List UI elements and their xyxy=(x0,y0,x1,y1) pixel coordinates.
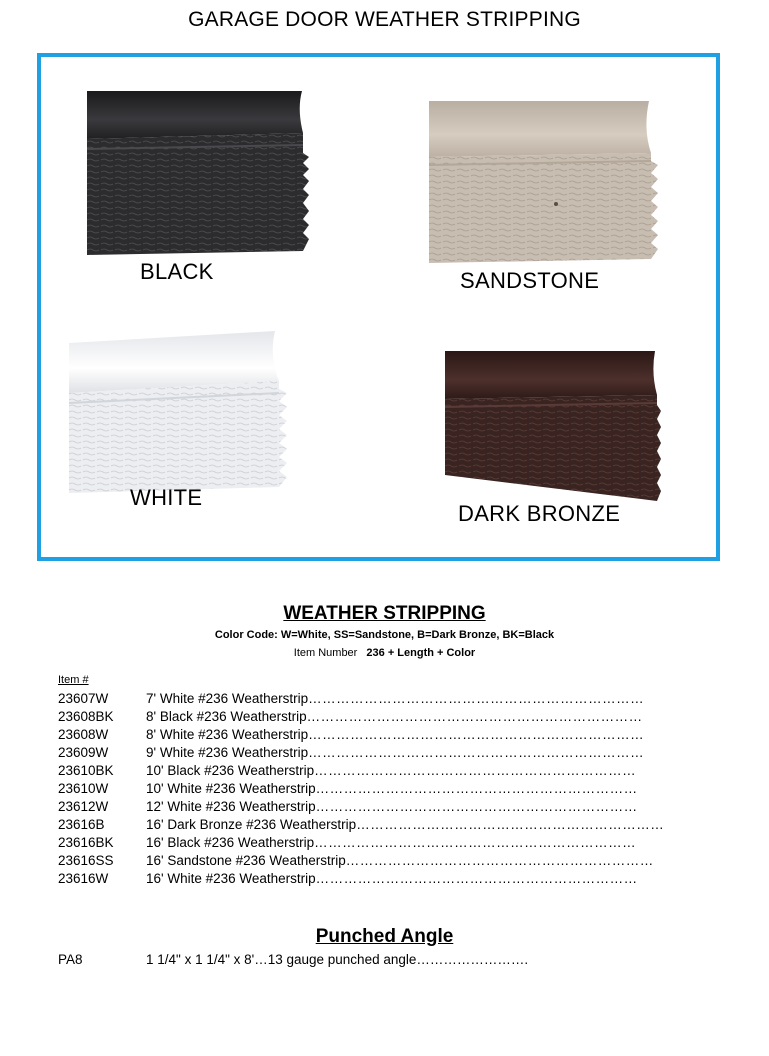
item-description: 8' Black #236 Weatherstrip xyxy=(146,708,307,724)
punched-angle-title: Punched Angle xyxy=(315,926,454,947)
list-item xyxy=(58,689,658,707)
item-description: 8' White #236 Weatherstrip xyxy=(146,726,309,742)
item-number-label: Item Number xyxy=(293,647,358,659)
list-item xyxy=(58,743,658,761)
swatch-label-dark-bronze: DARK BRONZE xyxy=(458,501,621,526)
item-code: 23610BK xyxy=(58,762,114,778)
item-leader-dots: …………………………………………………………… xyxy=(315,798,638,814)
list-item xyxy=(58,725,658,743)
color-code-legend: Color Code: W=White, SS=Sandstone, B=Dark Bronze, BK=Black xyxy=(214,629,555,641)
item-leader-dots: …………………………………………………………… xyxy=(314,834,637,850)
item-code: 23616BK xyxy=(58,834,114,850)
item-number-formula: 236 + Length + Color xyxy=(366,647,476,659)
item-code: 23608W xyxy=(58,726,109,742)
item-number-rule xyxy=(0,647,769,659)
list-item xyxy=(58,869,658,887)
item-description: 7' White #236 Weatherstrip xyxy=(146,690,309,706)
swatch-label-white: WHITE xyxy=(130,485,203,510)
item-leader-dots: …………………………………………………………… xyxy=(315,870,638,886)
item-leader-dots: ……………………………………………………………… xyxy=(308,726,645,742)
list-item xyxy=(58,707,658,725)
sandstone-strip-image xyxy=(429,101,659,266)
item-leader-dots: ……………………………………………………………… xyxy=(308,690,645,706)
list-item xyxy=(58,815,665,833)
item-description: 16' Black #236 Weatherstrip xyxy=(146,834,315,850)
item-description: 16' White #236 Weatherstrip xyxy=(146,870,316,886)
item-leader-dots: …………………………………………………………… xyxy=(315,780,638,796)
black-strip-image xyxy=(87,91,309,261)
item-leader-dots: ……………………………………………………………… xyxy=(306,708,643,724)
item-description: 10' Black #236 Weatherstrip xyxy=(146,762,315,778)
item-code: 23608BK xyxy=(58,708,114,724)
item-leader-dots: …………………………………………………………… xyxy=(314,762,637,778)
product-photo-frame xyxy=(37,53,720,561)
punched-angle-item xyxy=(58,950,528,968)
list-item xyxy=(58,833,658,851)
item-leader-dots: ………………………………………………………… xyxy=(345,852,654,868)
list-item xyxy=(58,779,658,797)
item-description: 10' White #236 Weatherstrip xyxy=(146,780,316,796)
item-code: 23612W xyxy=(58,798,109,814)
swatch-label-sandstone: SANDSTONE xyxy=(460,268,600,293)
item-description: 16' Sandstone #236 Weatherstrip xyxy=(146,852,346,868)
item-code: 23616W xyxy=(58,870,109,886)
item-code: 23609W xyxy=(58,744,109,760)
page-title: GARAGE DOOR WEATHER STRIPPING xyxy=(188,8,581,31)
item-description: 16' Dark Bronze #236 Weatherstrip xyxy=(146,816,357,832)
item-column-header: Item # xyxy=(58,674,89,686)
item-code: 23616B xyxy=(58,816,105,832)
swatch-label-black: BLACK xyxy=(140,259,214,284)
item-leader-dots: ………………………………………………………… xyxy=(356,816,665,832)
item-description: 1 1/4" x 1 1/4" x 8'…13 gauge punched angle……………………. xyxy=(146,951,529,967)
item-code: 23607W xyxy=(58,690,109,706)
list-item xyxy=(58,761,658,779)
item-leader-dots: ……………………………………………………………… xyxy=(308,744,645,760)
item-description: 12' White #236 Weatherstrip xyxy=(146,798,316,814)
dark-bronze-strip-image xyxy=(445,349,661,509)
item-code: 23616SS xyxy=(58,852,114,868)
list-item xyxy=(58,797,658,815)
item-code: 23610W xyxy=(58,780,109,796)
item-description: 9' White #236 Weatherstrip xyxy=(146,744,309,760)
weather-stripping-title: WEATHER STRIPPING xyxy=(283,603,486,624)
list-item xyxy=(58,851,658,869)
white-strip-image xyxy=(69,331,297,497)
item-list xyxy=(58,689,665,887)
item-code: PA8 xyxy=(58,951,83,967)
